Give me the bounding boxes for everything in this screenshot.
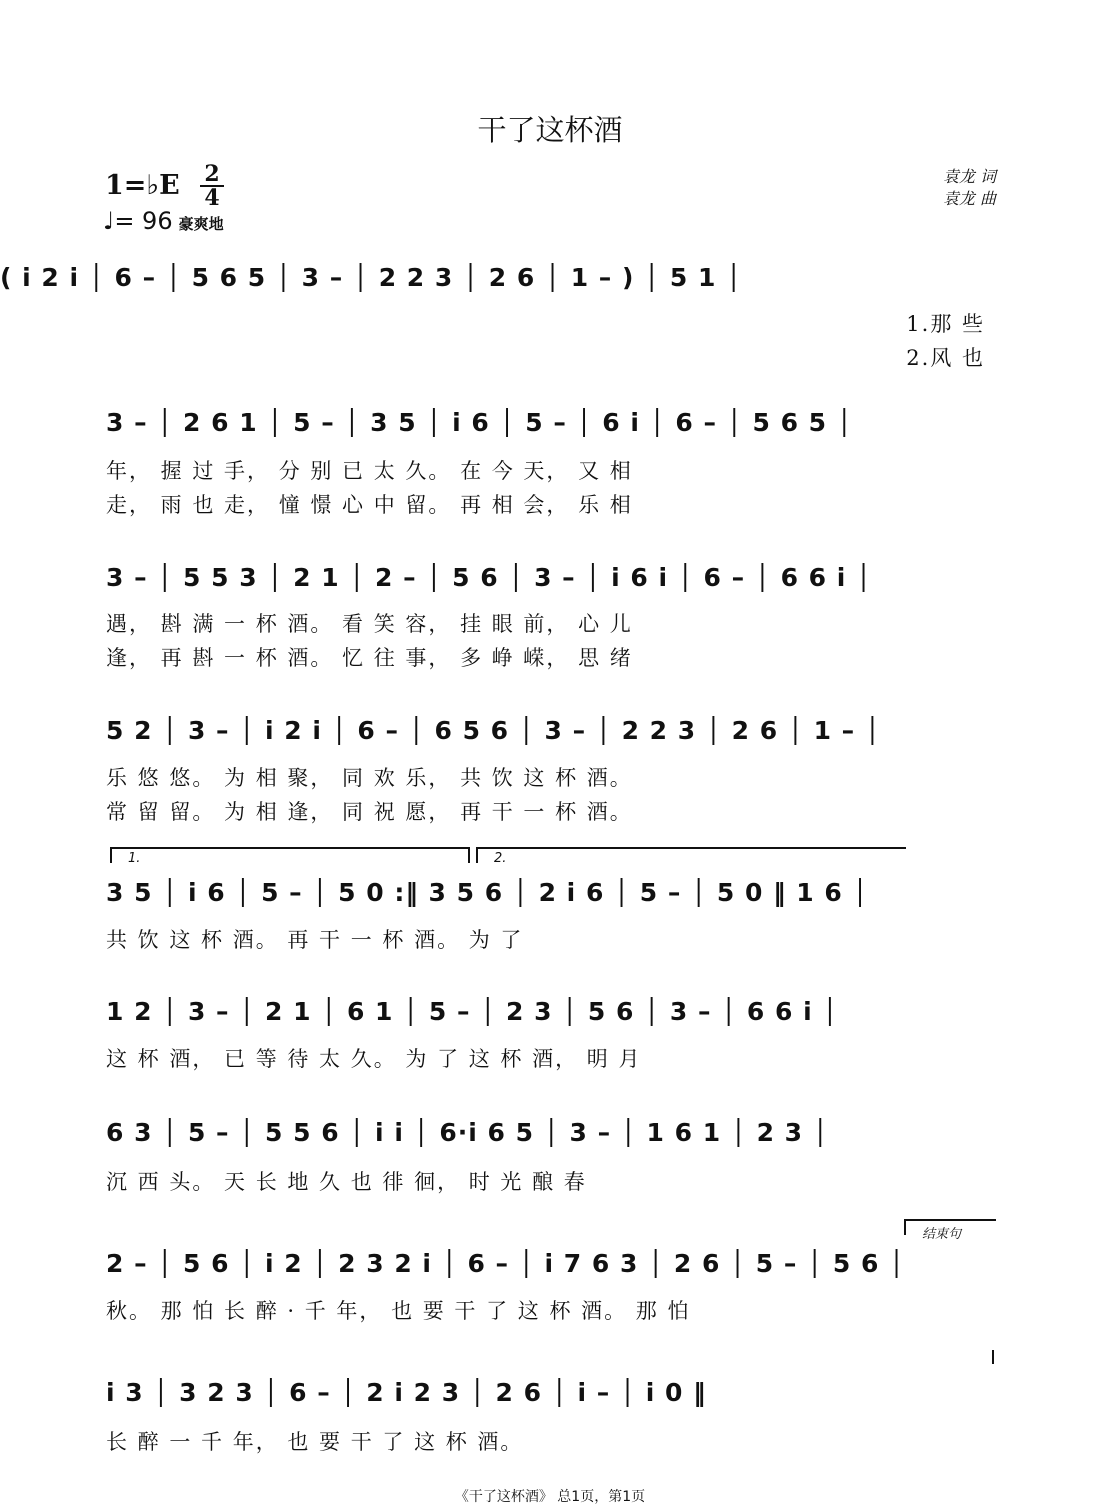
coda-bracket	[904, 1219, 996, 1242]
tempo-value: ♩= 96	[103, 207, 173, 235]
credits	[943, 166, 996, 210]
second-ending-bracket	[476, 847, 906, 866]
first-ending-bracket	[110, 847, 470, 866]
notation-line-3: 3 – │ 5 5 3 │ 2 1 │ 2 – │ 5 6 │ 3 – │ i 6 i │ 6 – │ 6 6 i │	[106, 563, 873, 592]
notation-line-8: 2 – │ 5 6 │ i 2 │ 2 3 2 i │ 6 – │ i 7 6 3 │ 2 6 │ 5 – │ 5 6 │	[106, 1249, 906, 1278]
time-signature-top: 2	[204, 161, 220, 187]
notation-line-9: i 3 │ 3 2 3 │ 6 – │ 2 i 2 3 │ 2 6 │ i – │ i 0 ‖	[106, 1378, 707, 1407]
notation-line-5: 3 5 │ i 6 │ 5 – │ 5 0 :‖ 3 5 6 │ 2 i 6 │ 5 – │ 5 0 ‖ 1 6 │	[106, 878, 869, 907]
notation-line-2: 3 – │ 2 6 1 │ 5 – │ 3 5 │ i 6 │ 5 – │ 6 i │ 6 – │ 5 6 5 │	[106, 408, 853, 437]
tempo-marking	[103, 207, 224, 235]
lyric-line-2-verse-2: 走， 雨 也 走， 憧 憬 心 中 留。 再 相 会， 乐 相	[106, 493, 633, 517]
time-signature-bottom: 4	[204, 185, 220, 211]
second-ending-label: 2.	[494, 851, 507, 866]
time-signature	[200, 161, 224, 211]
coda-label: 结束句	[922, 1227, 962, 1242]
lyric-line-4-verse-2: 常 留 留。 为 相 逢， 同 祝 愿， 再 干 一 杯 酒。	[106, 800, 633, 824]
lyric-line-8: 秋。 那 怕 长 醉 · 千 年， 也 要 干 了 这 杯 酒。 那 怕	[106, 1299, 691, 1323]
lyric-line-2-verse-1: 年， 握 过 手， 分 别 已 太 久。 在 今 天， 又 相	[106, 459, 633, 483]
first-ending-label: 1.	[128, 851, 141, 866]
lyric-line-1-verse-2: 2.风 也	[906, 346, 985, 370]
notation-line-1: ( i 2 i │ 6 – │ 5 6 5 │ 3 – │ 2 2 3 │ 2 6 │ 1 – ) │ 5 1 │	[0, 263, 743, 292]
lyric-line-1-verse-1: 1.那 些	[906, 312, 985, 336]
page-footer: 《干了这杯酒》 总1页，第1页	[454, 1489, 646, 1505]
key-signature: 1=♭E	[105, 170, 180, 201]
lyric-line-3-verse-1: 遇， 斟 满 一 杯 酒。 看 笑 容， 挂 眼 前， 心 儿	[106, 612, 633, 636]
lyric-line-6: 这 杯 酒， 已 等 待 太 久。 为 了 这 杯 酒， 明 月	[106, 1047, 642, 1071]
song-title: 干了这杯酒	[477, 113, 623, 147]
lyricist-credit: 袁龙 词	[942, 167, 996, 186]
lyric-line-5: 共 饮 这 杯 酒。 再 干 一 杯 酒。 为 了	[106, 928, 524, 952]
notation-line-7: 6 3 │ 5 – │ 5 5 6 │ i i │ 6·i 6 5 │ 3 – │ 1 6 1 │ 2 3 │	[106, 1118, 829, 1147]
coda-end-bracket	[992, 1350, 994, 1364]
notation-line-4: 5 2 │ 3 – │ i 2 i │ 6 – │ 6 5 6 │ 3 – │ 2 2 3 │ 2 6 │ 1 – │	[106, 716, 881, 745]
composer-credit: 袁龙 曲	[942, 189, 996, 208]
lyric-line-4-verse-1: 乐 悠 悠。 为 相 聚， 同 欢 乐， 共 饮 这 杯 酒。	[106, 766, 633, 790]
lyric-line-9: 长 醉 一 千 年， 也 要 干 了 这 杯 酒。	[106, 1430, 524, 1454]
lyric-line-7: 沉 西 头。 天 长 地 久 也 徘 徊， 时 光 酿 春	[106, 1170, 587, 1194]
style-marking: 豪爽地	[178, 215, 224, 233]
lyric-line-3-verse-2: 逢， 再 斟 一 杯 酒。 忆 往 事， 多 峥 嵘， 思 绪	[106, 646, 633, 670]
notation-line-6: 1 2 │ 3 – │ 2 1 │ 6 1 │ 5 – │ 2 3 │ 5 6 │ 3 – │ 6 6 i │	[106, 997, 839, 1026]
